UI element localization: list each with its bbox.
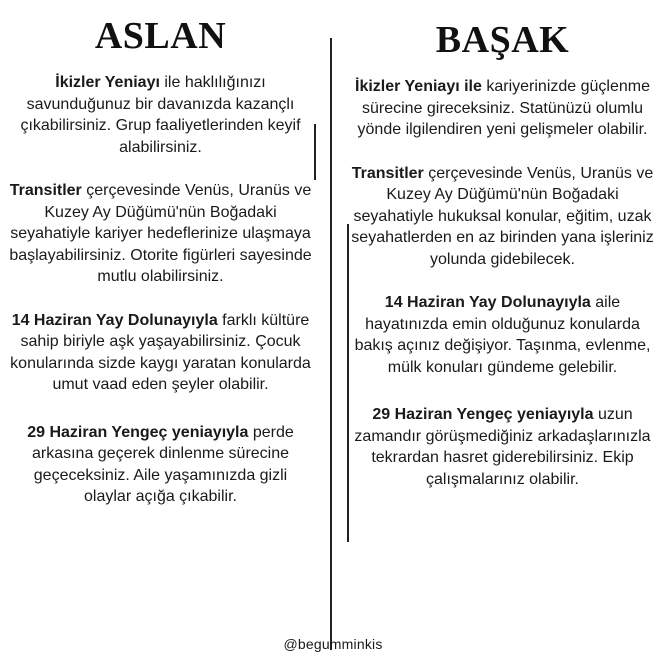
right-accent-line xyxy=(347,224,349,542)
basak-title: BAŞAK xyxy=(435,19,570,61)
author-handle: @begumminkis xyxy=(283,636,383,652)
aslan-paragraph-2 xyxy=(8,180,313,288)
center-divider xyxy=(330,38,332,650)
basak-paragraph-1-text: kariyerinizde güçlenme sürecine gireceksiniz. Statünüzü olumlu yönde ilgilendiren yeni gelişmeler olabilir. xyxy=(357,78,650,138)
basak-paragraph-2-text: çerçevesinde Venüs, Uranüs ve Kuzey Ay Düğümü'nün Boğadaki seyahatiyle hukuksal konular, eğitim, uzak seyahatlerden en az birinden yana işleriniz yolunda gidebilecek. xyxy=(351,164,654,268)
aslan-column xyxy=(8,0,313,530)
aslan-paragraph-2-lead: Transitler xyxy=(9,182,82,199)
basak-paragraph-4-text: uzun zamandır görüşmediğiniz arkadaşlarınızla tekrardan hasret giderebilirsiniz. Ekip çalışmalarınız olabilir. xyxy=(354,406,651,488)
aslan-paragraph-4-lead: 29 Haziran Yengeç yeniayıyla xyxy=(27,423,249,441)
aslan-paragraph-3-text: farklı kültüre sahip biriyle aşk yaşayabilirsiniz. Çocuk konularında sizde kaygı yaratan konularda umut vaad eden şeyler olabilir. xyxy=(10,311,311,393)
aslan-paragraph-1-text: ile haklılığınızı savunduğunuz bir davanızda kazançlı çıkabilirsiniz. Grup faaliyetlerinden keyif alabilirsiniz. xyxy=(20,74,301,156)
aslan-paragraph-4 xyxy=(8,422,313,508)
basak-paragraph-4 xyxy=(350,404,655,490)
basak-paragraph-1-lead: İkizler Yeniayı ile xyxy=(355,78,482,95)
aslan-paragraph-2-text: çerçevesinde Venüs, Uranüs ve Kuzey Ay Düğümü'nün Boğadaki seyahatiyle kariyer hedeflerinize ulaşmaya başlayabilirsiniz. Otorite figürleri sayesinde mutlu olabilirsiniz. xyxy=(9,182,312,285)
basak-column xyxy=(350,0,655,512)
basak-paragraph-3-lead: 14 Haziran Yay Dolunayıyla xyxy=(384,294,591,311)
left-accent-line xyxy=(314,124,316,180)
aslan-paragraph-3-lead: 14 Haziran Yay Dolunayıyla xyxy=(11,311,218,329)
basak-paragraph-2 xyxy=(350,163,655,271)
basak-paragraph-4-lead: 29 Haziran Yengeç yeniayıyla xyxy=(372,406,594,423)
aslan-paragraph-4-text: perde arkasına geçerek dinlenme sürecine geçeceksiniz. Aile yaşamınızda gizli olaylar açığa çıkabilir. xyxy=(31,423,294,505)
aslan-paragraph-3 xyxy=(8,310,313,396)
basak-paragraph-1 xyxy=(350,76,655,141)
basak-paragraph-3-text: aile hayatınızda emin olduğunuz konularda bakış açınız değişiyor. Taşınma, evlenme, mülk konuları gündeme gelebilir. xyxy=(354,294,651,376)
basak-paragraph-2-lead: Transitler xyxy=(351,164,424,182)
aslan-paragraph-1-lead: İkizler Yeniayı xyxy=(55,74,160,91)
aslan-title: ASLAN xyxy=(94,15,227,57)
aslan-paragraph-1 xyxy=(8,72,313,158)
basak-paragraph-3 xyxy=(350,292,655,378)
